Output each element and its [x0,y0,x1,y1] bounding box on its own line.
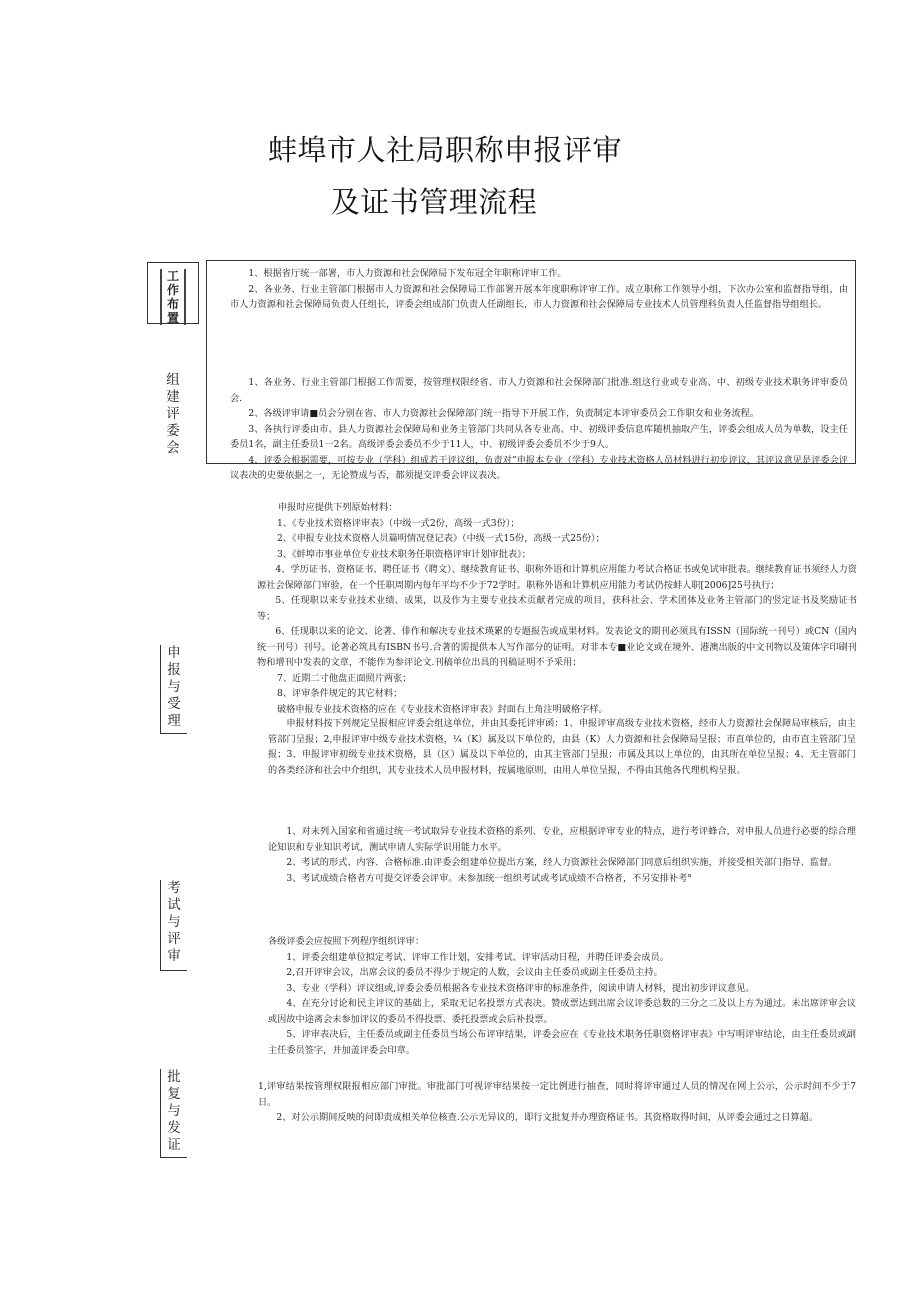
review-section [268,934,856,1058]
approval-item-2: 2、对公示期间反映的问即责成相关单位核查.公示无异议的，即行文批复并办理资格证书。其资格取得时间，从评委会通过之日算超。 [276,1112,819,1123]
review-item-3: 3、专业（学科）评议组或,评委会委员根据各专业技术资格评审的标准条件，阅读申请人材料，提出初步评议意见。 [286,982,755,994]
exam-item-2: 2、考试的形式、内容、合格标准.由评委会组建单位提出方案，经人力资源社会保障部门同意后组织实施，并接受相关部门指导、监督。 [286,857,838,868]
stage-label-committee: 组建评委会 [166,372,180,456]
work-plan-item-1: 1、根据省厅统一部署，市人力资源和社会保障局下发布冠全年职称评审工作。 [248,268,567,279]
application-submission-section [268,716,856,778]
application-material-item: 4、学历证书、资格证书、聘任证书（聘文）、继续教育证书、职称外语和计算机应用能力考试合格证书或免试审批表。继续教育证书须经人力资源社会保障部门审验，在一个任职周期内每年平均不少于72学时。职称外语和计算机应用能力考试仍按蚌人职[2006]25号执行； [257,564,857,591]
stage-label-work-plan [147,262,199,324]
review-item-4: 4、在充分讨论和民主评议的基础上，采取无记名投票方式表决。赞成票达到出席会议评委总数的三分之二及以上方为通过。未出席评审会议或因故中途离会未参加评议的委员不得投票、委托投票或会后补投票。 [268,998,856,1025]
work-plan-section [230,266,848,313]
exam-item-1: 1、对未列入国家和省通过统一考试取异专业技术资格的系列、专业，应根据评审专业的特点，进行考评蜂合，对申报人员进行必要的综合理论知识和专业知识考试，测试申请人实际学识用能力水平。 [268,826,856,853]
stage-label-exam: 考试与评审 [160,880,187,971]
committee-item-1: 1、各业务、行业主管部门根据工作需要，按管理权限经省、市人力资源和社会保障部门批准.组这行业或专业高、中、初级专业技术职务评审委员会. [230,377,848,404]
approval-item-1: 1,评审结果按管理权限报相应部门审批。审批部门可视评审结果按一定比例进行抽查，同时将评审通过人员的情况在网上公示，公示时间不少于7日。 [258,1081,856,1108]
application-exceptional-note: 破格申报专业技术资格的应在《专业技术资格评审表》封面右上角注明破格字样。 [277,703,608,715]
committee-item-2: 2、各级评审请■员会分别在省、市人力资源社会保障部门统一指导下开展工作，负责制定本评审委员会工作职女和业务流程。 [248,408,760,419]
stage-label-application: 申报与受理 [160,645,187,734]
committee-section [230,375,848,484]
page-subtitle: 及证书管理流程 [330,185,538,219]
application-material-item: 2、《申报专业技术资格人员篇明情况登记表》（中级一式15份，高级一式25份）； [277,533,605,544]
exam-section [268,824,856,886]
review-item-5: 5、评审表决后，主任委员或副主任委员当场公布评审结果，评委会应在《专业技术职务任职资格评审表》中写明评审结论，由主任委员或副主任委员签字，并加盖评委会印章。 [268,1029,856,1056]
application-material-item: 8、评审条件规定的其它材料； [277,688,403,699]
stage-label-approval: 批复与发证 [160,1069,187,1158]
committee-item-4: 4、评委会根据需要，可按专业（学科）组成若干评议组，负责对”申报本专业（学科）专业技术资格人员材料进行初步评议，其评议意见是评委会评议表决的史要依据之一，无论赞成与否，都须提交评委会评议表决。 [230,454,848,481]
application-materials-section [257,500,857,717]
work-plan-item-2: 2、各业务、行业主管部门根据市人力资源和社会保障局工作部署开展本年度职称评审工作。成立职称工作领导小组，下次办公室和监督指导组，由市人力资源和社会保障局负责人任组长，评委会组成部门负责人任副组长，市人力资源和社会保障局专业技术人员管理科负责人任监督指导组组长。 [230,283,848,310]
application-material-item: 5、任现职以来专业技术业绩、成果，以及作为主要专业技术贡献者完成的项目，获科社会、学术团体及业务主管部门的竖定证书及奖励证书等； [257,595,857,622]
stage-label-work-plan-text: 工作布置 [160,269,186,325]
application-material-item: 7、近期二寸他盘正面照片两张； [277,672,412,684]
exam-item-3: 3、考试成绩合格者方可提交评委会评审。未参加统一组织考试或考试成绩不合格者，不另安排补考° [286,872,692,884]
approval-section [258,1079,856,1126]
review-item-2: 2,召开评审会议，出席会议的委员不得少于规定的人数，会议由主任委员或副主任委员主持。 [286,967,663,978]
review-heading: 各级评委会应按照下列程序组织评审： [268,936,425,947]
application-material-item: 3、《蚌埠市事业单位专业技术职务任职资格评审计划审批表》； [277,548,531,560]
application-submission-text: 申报材料按下列规定呈报相应评委会组这单位，并由其委托评审函：1、申报评审高级专业技术资格，经市人力资源社会保障局审核后，由主管部门呈报；2,申报评审中级专业技术资格，¼（K）属及以下单位的，由县（K）人力资源和社会保障局呈报；市直单位的，由市直主管部门呈报；3、申报评审初级专业技术资格，县（区）属及以下单位的，由其主管部门呈报；市属及其以上单位的，由其所在单位呈报；4、无主管部门的各类经济和社会中介组织，其专业技术人员申报材料，按属地原则，由用人单位呈报，不得由其他各代理机构呈报。 [268,718,856,776]
committee-item-3: 3、各执行评委由市、县人力资源社会保障局和业务主管部门共同从各专业高、中、初级评委信息库随机抽取产生，评委会组成人员为单数，设主任委员1名，副主任委员1一2名。高级评委会委员不少于11人，中、初级评委会委员不少于9人。 [230,423,848,450]
application-material-item: 6、任现职以来的论文、论著、俳作和解决专业技术瑛累的专题报告或成果材料。发表论文的期刊必须具有ISSN（国际统一刊号）或CN（国内统一刊号）刊号。论著必筑具有ISBN书号.合著的需提供本人写作部分的证明。对非本专■业论文或在境外、港澳出版的中文刊物以及策体字印刷刊物和增刊中发表的文章，不能作为参评论文.刊稿单位出具的刊稿证明不予采用； [257,626,857,668]
page-title: 蚌埠市人社局职称申报评审 [267,133,622,167]
review-item-1: 1、评委会组建单位拟定考试、评审工作计划，安排考试、评审活动日程，并聘任评委会成员。 [286,951,669,963]
application-materials-heading: 申报时应提供下列原始材料： [278,502,398,513]
application-material-item: 1、《专业技术资格评审表》（中级一式2份，高级一式3份）； [277,517,520,529]
